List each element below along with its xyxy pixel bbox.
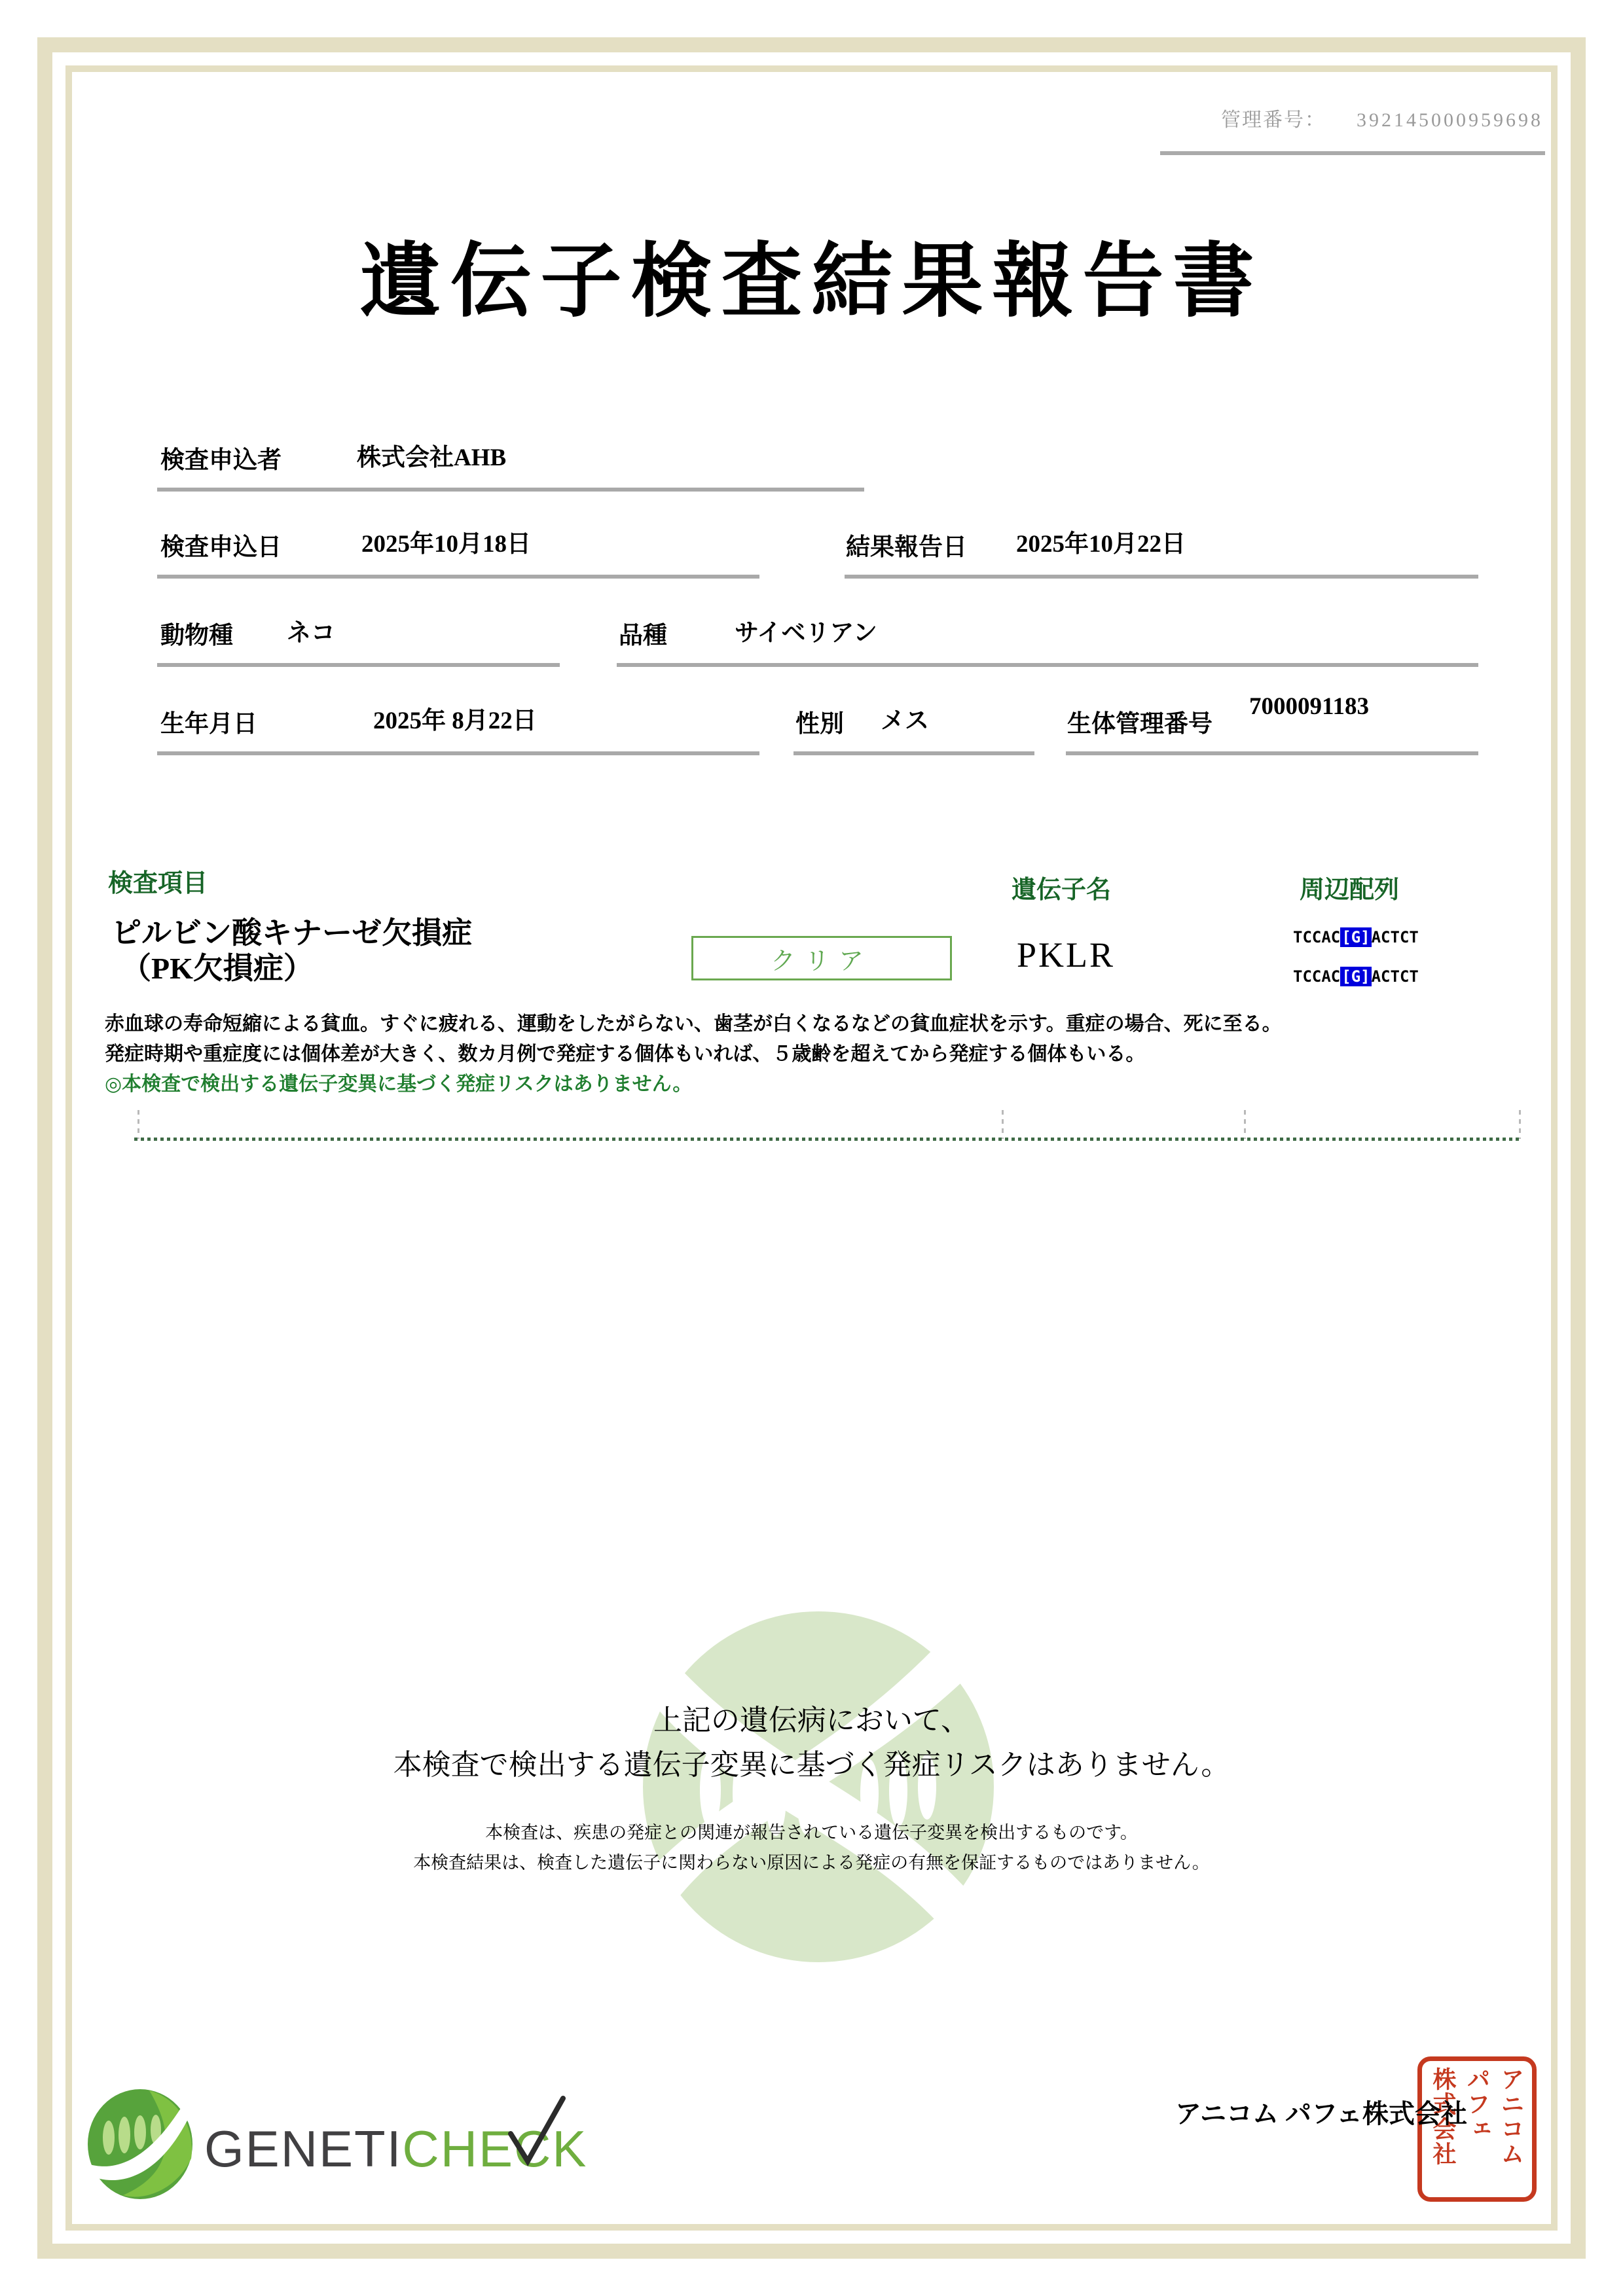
body-id-label: 生体管理番号 [1067, 711, 1213, 738]
seal-column-3: 株式会社 [1430, 2067, 1456, 2166]
test-item-header: 検査項目 [108, 870, 208, 897]
gene-name-value: PKLR [1017, 935, 1116, 975]
dotted-divider-right [1519, 1110, 1521, 1139]
body-id-value: 7000091183 [1249, 693, 1369, 720]
apply-date-value: 2025年10月18日 [361, 531, 531, 558]
birth-label: 生年月日 [160, 711, 257, 738]
management-number-underline [1160, 151, 1545, 155]
sequence-1-variant: [G] [1341, 928, 1370, 946]
company-name: アニコム パフェ株式会社 [1175, 2099, 1467, 2128]
birth-value: 2025年 8月22日 [373, 708, 537, 734]
sequence-2-suffix: ACTCT [1371, 967, 1419, 986]
report-date-value: 2025年10月22日 [1016, 531, 1186, 558]
applicant-value: 株式会社AHB [357, 444, 507, 471]
summary-line2: 本検査で検出する遺伝子変異に基づく発症リスクはありません。 [393, 1749, 1230, 1781]
dotted-rule [134, 1138, 1522, 1141]
dotted-divider-mid2 [1244, 1110, 1246, 1139]
page-title: 遺伝子検査結果報告書 [359, 237, 1264, 327]
summary-line1: 上記の遺伝病において、 [653, 1704, 970, 1736]
management-number-label: 管理番号： [1221, 109, 1326, 131]
breed-value: サイベリアン [735, 620, 877, 647]
applicant-underline [157, 488, 864, 492]
sequence-header: 周辺配列 [1300, 876, 1400, 904]
breed-underline [617, 663, 1478, 667]
sex-value: メス [881, 708, 929, 734]
disease-subname: （PK欠損症） [121, 952, 314, 985]
no-risk-note: ◎本検査で検出する遺伝子変異に基づく発症リスクはありません。 [105, 1073, 693, 1095]
disease-description-line1: 赤血球の寿命短縮による貧血。すぐに疲れる、運動をしたがらない、歯茎が白くなるなどの貧血症状を示す。重症の場合、死に至る。 [105, 1013, 1282, 1035]
sequence-allele-1 [1293, 928, 1419, 946]
seal-column-2: パフェ [1464, 2067, 1490, 2142]
summary-note2: 本検査結果は、検査した遺伝子に関わらない原因による発症の有無を保証するものではありません。 [413, 1853, 1210, 1873]
result-box [691, 936, 952, 980]
apply-date-underline [157, 575, 759, 579]
seal-column-1: アニコム [1498, 2067, 1524, 2166]
species-underline [157, 663, 560, 667]
disease-description-line2: 発症時期や重症度には個体差が大きく、数カ月例で発症する個体もいれば、５歳齢を超えてから発症する個体もいる。 [105, 1043, 1146, 1065]
disease-name: ピルビン酸キナーゼ欠損症 [111, 916, 473, 950]
sex-label: 性別 [795, 711, 844, 738]
sequence-2-variant: [G] [1341, 967, 1370, 986]
body-id-underline [1066, 751, 1478, 755]
summary-note1: 本検査は、疾患の発症との関連が報告されている遺伝子変異を検出するものです。 [485, 1823, 1138, 1842]
dotted-divider-mid1 [1002, 1110, 1004, 1139]
sequence-2-prefix: TCCAC [1293, 967, 1341, 986]
species-label: 動物種 [160, 622, 233, 649]
species-value: ネコ [287, 620, 335, 647]
breed-label: 品種 [619, 622, 667, 649]
sequence-1-prefix: TCCAC [1293, 928, 1341, 946]
logo-text-check: CHECK [402, 2120, 588, 2178]
birth-underline [157, 751, 759, 755]
apply-date-label: 検査申込日 [160, 534, 282, 561]
result-value: クリア [770, 947, 873, 975]
dotted-divider-left [137, 1110, 139, 1139]
sequence-1-suffix: ACTCT [1371, 928, 1419, 946]
sequence-allele-2 [1293, 967, 1419, 986]
logo-text-geneti: GENETI [204, 2120, 403, 2178]
applicant-label: 検査申込者 [160, 447, 282, 474]
gene-name-header: 遺伝子名 [1012, 876, 1112, 904]
geneticheck-logo-mark [84, 2087, 196, 2199]
sex-underline [793, 751, 1034, 755]
management-number-row [1221, 103, 1543, 132]
report-date-underline [845, 575, 1478, 579]
dna-watermark [629, 1597, 1008, 1977]
logo-check-mark-icon [503, 2093, 568, 2172]
management-number-value: 392145000959698 [1357, 109, 1543, 131]
report-date-label: 結果報告日 [846, 534, 967, 561]
